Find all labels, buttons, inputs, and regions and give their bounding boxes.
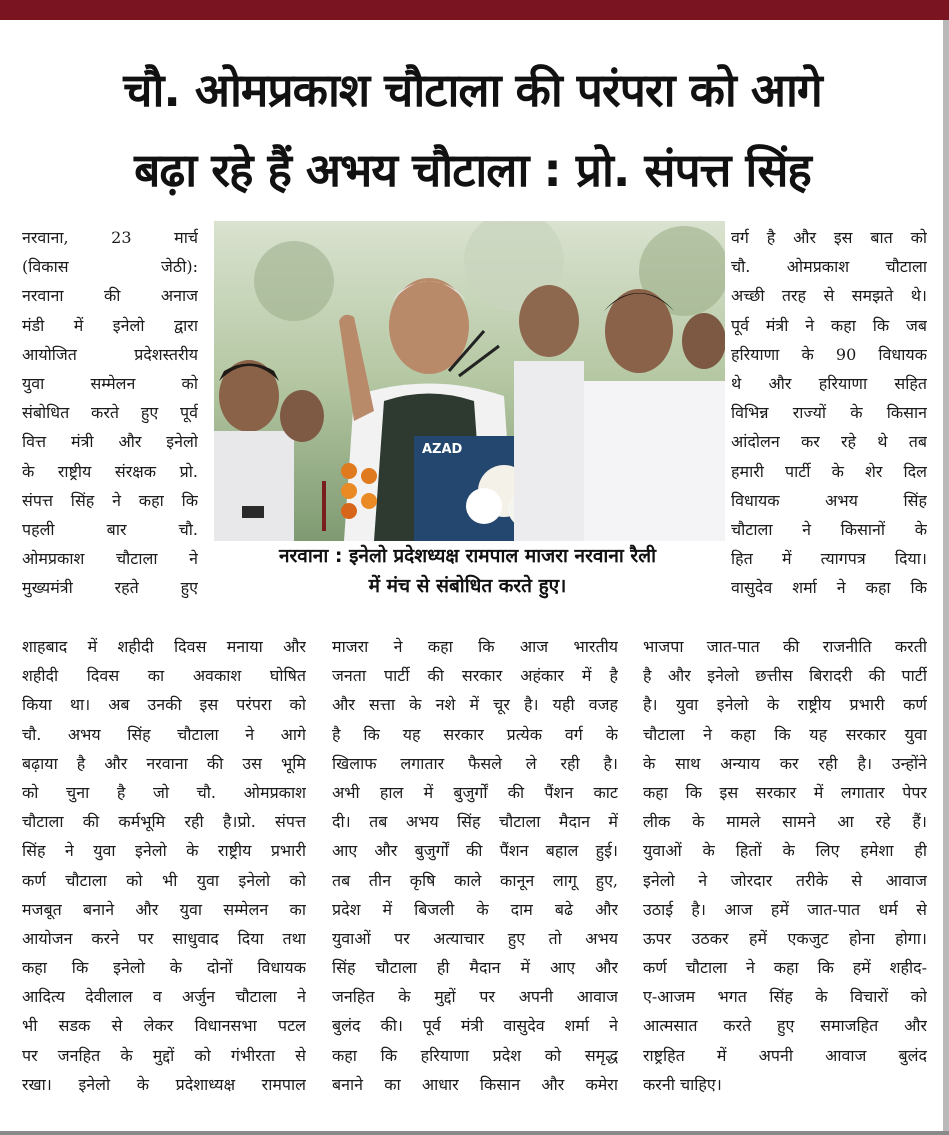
text-line: आदित्य देवीलाल व अर्जुन चौटाला ने xyxy=(22,987,306,1007)
text-line: के साथ अन्याय कर रही है। उन्होंने xyxy=(643,753,927,773)
photo-caption xyxy=(210,541,725,601)
text-line: चौटाला ने कहा कि यह सरकार युवा xyxy=(643,724,927,744)
text-line: अच्छी तरह से समझते थे। xyxy=(731,286,927,306)
text-line: पहली बार चौ. xyxy=(22,519,198,539)
text-line: युवा सम्मेलन को xyxy=(22,373,198,393)
text-line: ओमप्रकाश चौटाला ने xyxy=(22,549,198,569)
text-line: हमारी पार्टी के शेर दिल xyxy=(731,461,927,481)
text-line: किया था। अब उनकी इस परंपरा को xyxy=(22,695,306,715)
headline-line-1: चौ. ओमप्रकाश चौटाला की परंपरा को आगे xyxy=(123,63,822,117)
text-line: उठाई है। आज हमें जात-पात धर्म से xyxy=(643,899,927,919)
text-line: बनाने का आधार किसान और कमेरा xyxy=(332,1074,618,1094)
column-1-bottom xyxy=(22,632,306,1099)
text-line: चौटाला ने किसानों के xyxy=(731,519,927,539)
text-line: है और इनेलो छत्तीस बिरादरी की पार्टी xyxy=(643,666,927,686)
text-line: ए-आजम भगत सिंह के विचारों को xyxy=(643,987,927,1007)
text-line: युवाओं के हितों के लिए हमेशा ही xyxy=(643,841,927,861)
text-line: मुख्यमंत्री रहते हुए xyxy=(22,578,198,598)
text-line: चौटाला की कर्मभूमि रही है।प्रो. संपत्त xyxy=(22,812,306,832)
text-line: बुलंद की। पूर्व मंत्री वासुदेव शर्मा ने xyxy=(332,1016,618,1036)
text-line: सिंह ने युवा इनेलो के राष्ट्रीय प्रभारी xyxy=(22,841,306,861)
text-line: चौ. ओमप्रकाश चौटाला xyxy=(731,257,927,277)
text-line: हरियाणा के 90 विधायक xyxy=(731,344,927,364)
text-line: ऊपर उठकर हमें एकजुट होना होगा। xyxy=(643,928,927,948)
text-line: करनी चाहिए। xyxy=(643,1074,722,1094)
text-line: शाहबाद में शहीदी दिवस मनाया और xyxy=(22,637,306,656)
text-line: कर्ण चौटाला ने कहा कि हमें शहीद- xyxy=(643,958,927,978)
text-line: नरवाना की अनाज xyxy=(22,286,198,306)
text-line: युवाओं पर अत्याचार हुए तो अभय xyxy=(332,928,618,948)
text-line: वासुदेव शर्मा ने कहा कि xyxy=(731,578,927,598)
text-line: वित्त मंत्री और इनेलो xyxy=(22,432,198,452)
text-line: शहीदी दिवस का अवकाश घोषित xyxy=(22,666,306,686)
text-line: नरवाना, 23 मार्च xyxy=(22,228,198,247)
photo-illustration xyxy=(214,221,725,541)
page-edge-right xyxy=(943,20,949,1135)
column-3-bottom xyxy=(643,632,927,1099)
text-line: तब तीन कृषि काले कानून लागू हुए, xyxy=(332,870,618,890)
column-3-top xyxy=(731,223,927,602)
text-line: थे और हरियाणा सहित xyxy=(731,373,927,393)
text-line: संबोधित करते हुए पूर्व xyxy=(22,403,198,423)
text-line: आयोजन करने पर साधुवाद दिया तथा xyxy=(22,928,306,948)
text-line: विधायक अभय सिंह xyxy=(731,490,927,510)
text-line: बढ़ाया है और नरवाना की उस भूमि xyxy=(22,753,306,773)
caption-line-1: नरवाना : इनेलो प्रदेशध्यक्ष रामपाल माजरा नरवाना रैली xyxy=(278,545,657,567)
podium-banner-text: AZAD xyxy=(422,442,463,457)
text-line: विभिन्न राज्यों के किसान xyxy=(731,403,927,423)
column-2 xyxy=(332,632,618,1099)
text-line: मंडी में इनेलो द्वारा xyxy=(22,315,198,335)
caption-line-2: में मंच से संबोधित करते हुए। xyxy=(368,575,567,597)
text-line: आए और बुजुर्गों की पैंशन बहाल हुई। xyxy=(332,841,618,861)
text-line: कहा कि इस सरकार में लगातार पेपर xyxy=(643,782,927,802)
text-line: पर जनहित के मुद्दों को गंभीरता से xyxy=(22,1045,306,1065)
text-line: लीक के मामले सामने आ रहे हैं। xyxy=(643,812,927,832)
text-line: को चुना है जो चौ. ओमप्रकाश xyxy=(22,782,306,802)
text-line: संपत्त सिंह ने कहा कि xyxy=(22,490,198,510)
text-line: रखा। इनेलो के प्रदेशाध्यक्ष रामपाल xyxy=(22,1074,306,1094)
text-line: माजरा ने कहा कि आज भारतीय xyxy=(332,637,618,656)
text-line: आंदोलन कर रहे थे तब xyxy=(731,432,927,452)
text-line: और सत्ता के नशे में चूर है। यही वजह xyxy=(332,695,618,715)
column-1-top xyxy=(22,223,198,602)
text-line: हित में त्यागपत्र दिया। xyxy=(731,549,927,569)
text-line: भी सडक से लेकर विधानसभा पटल xyxy=(22,1016,306,1036)
text-line: अभी हाल में बुजुर्गों की पैंशन काट xyxy=(332,782,618,802)
text-line: है कि यह सरकार प्रत्येक वर्ग के xyxy=(332,724,618,744)
headline-line-2: बढ़ा रहे हैं अभय चौटाला : प्रो. संपत्त सिंह xyxy=(134,143,811,197)
headline xyxy=(20,50,925,210)
news-photo xyxy=(214,221,725,541)
text-line: पूर्व मंत्री ने कहा कि जब xyxy=(731,315,927,335)
text-line: मजबूत बनाने और युवा सम्मेलन का xyxy=(22,899,306,919)
text-line: इनेलो ने जोरदार तरीके से आवाज xyxy=(643,870,927,890)
text-line: कर्ण चौटाला को भी युवा इनेलो को xyxy=(22,870,306,890)
text-line: खिलाफ लगातार फैसले ले रही है। xyxy=(332,753,618,773)
text-line: दी। तब अभय सिंह चौटाला मैदान में xyxy=(332,812,618,832)
text-line: राष्ट्रहित में अपनी आवाज बुलंद xyxy=(643,1045,927,1065)
text-line: (विकास जेठी): xyxy=(22,257,198,277)
text-line: आयोजित प्रदेशस्तरीय xyxy=(22,344,198,364)
top-color-bar xyxy=(0,0,949,20)
text-line: जनहित के मुद्दों पर अपनी आवाज xyxy=(332,987,618,1007)
text-line: भाजपा जात-पात की राजनीति करती xyxy=(643,637,927,656)
text-line: सिंह चौटाला ही मैदान में आए और xyxy=(332,958,618,978)
text-line: प्रदेश में बिजली के दाम बढे और xyxy=(332,899,618,919)
page-edge-bottom xyxy=(0,1131,949,1135)
text-line: कहा कि इनेलो के दोनों विधायक xyxy=(22,958,306,978)
text-line: है। युवा इनेलो के राष्ट्रीय प्रभारी कर्ण xyxy=(643,695,927,715)
text-line: जनता पार्टी की सरकार अहंकार में है xyxy=(332,666,618,686)
text-line: वर्ग है और इस बात को xyxy=(731,228,927,247)
text-line: कहा कि हरियाणा प्रदेश को समृद्ध xyxy=(332,1045,618,1065)
text-line: चौ. अभय सिंह चौटाला ने आगे xyxy=(22,724,306,744)
text-line: के राष्ट्रीय संरक्षक प्रो. xyxy=(22,461,198,481)
text-line: आत्मसात करते हुए समाजहित और xyxy=(643,1016,927,1036)
